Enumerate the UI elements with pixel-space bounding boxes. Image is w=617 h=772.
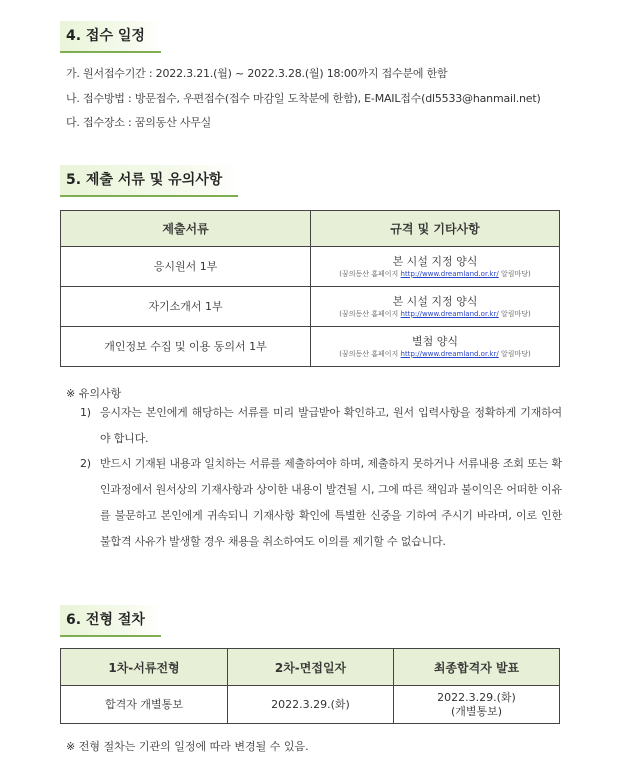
homepage-note-suffix: 알림마당)	[498, 269, 531, 278]
section-4-title: 4. 접수 일정	[60, 21, 161, 53]
documents-table-header	[61, 211, 560, 247]
homepage-note	[311, 349, 559, 359]
final-cell	[394, 686, 560, 724]
stage-2-cell: 2022.3.29.(화)	[228, 686, 394, 724]
spec-cell	[311, 287, 560, 327]
spec-cell	[311, 327, 560, 367]
process-table	[60, 648, 560, 724]
spec-text: 본 시설 지정 양식	[392, 254, 478, 268]
note-item-1	[80, 400, 562, 452]
note-item-2	[80, 451, 562, 555]
doc-cell: 응시원서 1부	[61, 247, 311, 287]
receipt-period-line: 가. 원서접수기간 : 2022.3.21.(월) ~ 2022.3.28.(월) 18:00까지 접수분에 한함	[66, 67, 448, 80]
homepage-note-prefix: (꿈의동산 홈페이지	[339, 349, 401, 358]
doc-cell: 자기소개서 1부	[61, 287, 311, 327]
spec-text: 본 시설 지정 양식	[392, 294, 478, 308]
stage-1-cell: 합격자 개별통보	[61, 686, 228, 724]
homepage-link[interactable]: http://www.dreamland.or.kr/	[400, 349, 499, 358]
header-final: 최종합격자 발표	[394, 649, 560, 686]
doc-cell: 개인정보 수집 및 이용 동의서 1부	[61, 327, 311, 367]
homepage-note	[311, 309, 559, 319]
section-5-header	[60, 166, 238, 196]
note-text: 응시자는 본인에게 해당하는 서류를 미리 발급받아 확인하고, 원서 입력사항을 정확하게 기재하여야 합니다.	[100, 406, 562, 445]
homepage-note	[311, 269, 559, 279]
header-stage-1: 1차-서류전형	[61, 649, 228, 686]
homepage-note-prefix: (꿈의동산 홈페이지	[339, 269, 401, 278]
homepage-note-suffix: 알림마당)	[498, 349, 531, 358]
table-row	[61, 247, 560, 287]
spec-text: 별첨 양식	[411, 334, 458, 348]
note-number: 1)	[80, 406, 91, 419]
table-row	[61, 327, 560, 367]
process-note: ※ 전형 절차는 기관의 일정에 따라 변경될 수 있음.	[66, 740, 309, 753]
homepage-link[interactable]: http://www.dreamland.or.kr/	[400, 269, 499, 278]
homepage-note-suffix: 알림마당)	[498, 309, 531, 318]
homepage-link[interactable]: http://www.dreamland.or.kr/	[400, 309, 499, 318]
section-6-header	[60, 606, 161, 636]
note-number: 2)	[80, 457, 91, 470]
final-date: 2022.3.29.(화)	[437, 690, 516, 704]
receipt-method-line: 나. 접수방법 : 방문접수, 우편접수(접수 마감일 도착분에 한함), E-MAIL접수(dl5533@hanmail.net)	[66, 92, 541, 105]
documents-table	[60, 210, 560, 367]
section-4-header	[60, 22, 161, 52]
homepage-note-prefix: (꿈의동산 홈페이지	[339, 309, 401, 318]
section-6-title: 6. 전형 절차	[60, 605, 161, 637]
spec-cell	[311, 247, 560, 287]
note-text: 반드시 기재된 내용과 일치하는 서류를 제출하여야 하며, 제출하지 못하거나 서류내용 조회 또는 확인과정에서 원서상의 기재사항과 상이한 내용이 발견될 시, 그에 따른 책임과 불이익은 어떠한 이유를 불문하고 본인에게 귀속되니 기재사항 확인에 특별한 신중을 기하여 주시기 바라며, 이로 인한 불합격 사유가 발생할 경우 채용을 취소하여도 이의를 제기할 수 없습니다.	[100, 457, 562, 548]
header-spec: 규격 및 기타사항	[311, 211, 560, 247]
table-row	[61, 686, 560, 724]
notes-heading: ※ 유의사항	[66, 387, 122, 400]
table-row	[61, 287, 560, 327]
header-stage-2: 2차-면접일자	[228, 649, 394, 686]
header-documents: 제출서류	[61, 211, 311, 247]
section-5-title: 5. 제출 서류 및 유의사항	[60, 165, 238, 197]
receipt-place-line: 다. 접수장소 : 꿈의동산 사무실	[66, 116, 212, 129]
process-table-header	[61, 649, 560, 686]
final-method: (개별통보)	[450, 704, 503, 718]
